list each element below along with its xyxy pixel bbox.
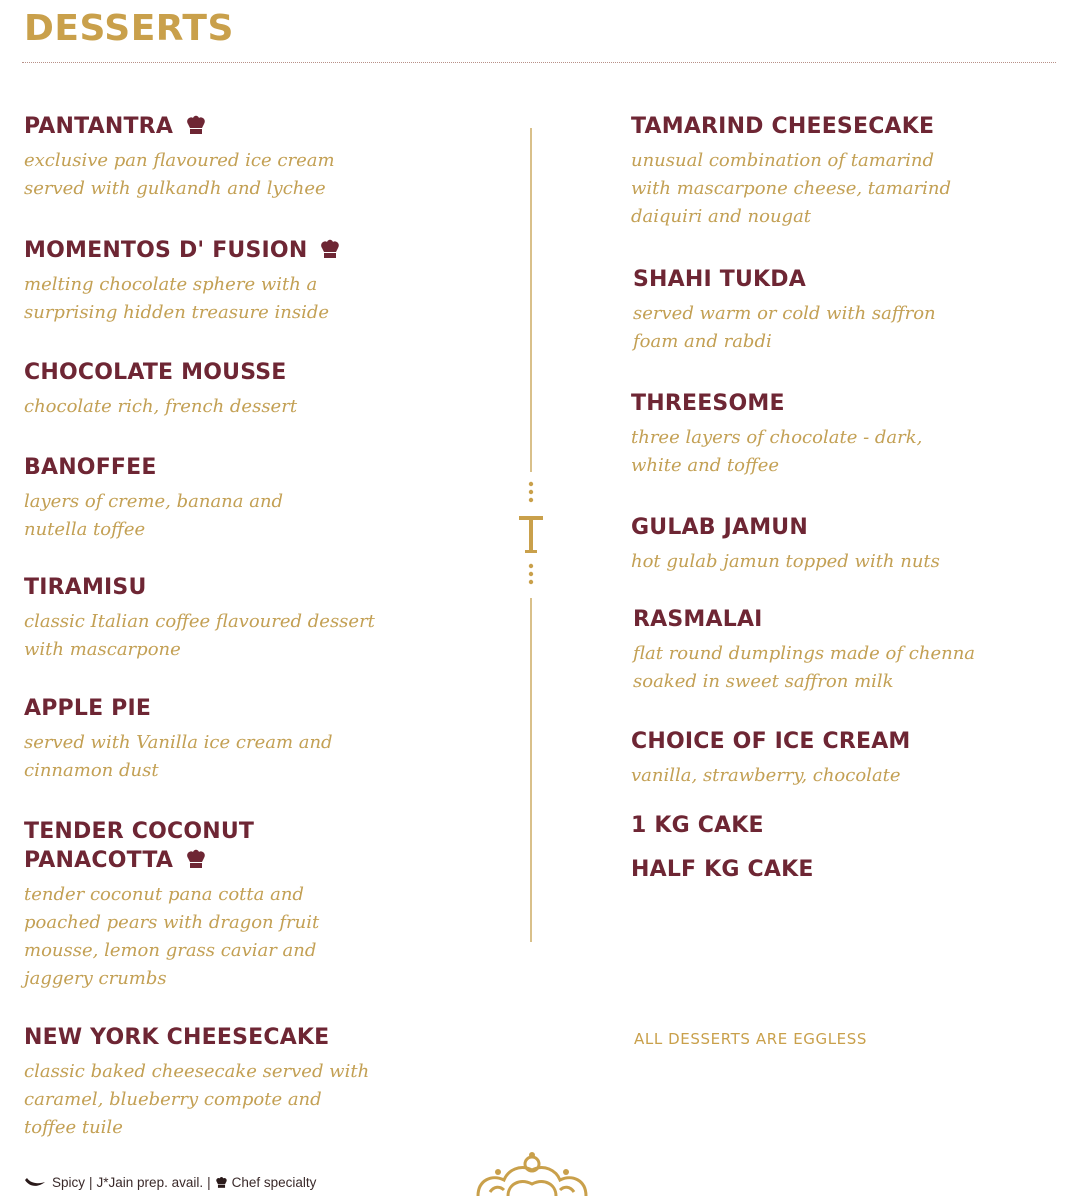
desc-line: jaggery crumbs (24, 968, 167, 989)
chef-hat-icon (319, 239, 341, 259)
desc-line: daiquiri and nougat (631, 206, 812, 227)
menu-item-half-kg-cake (631, 855, 814, 884)
item-description (631, 548, 940, 576)
menu-item-momentos-d-fusion (24, 236, 341, 327)
item-name: TIRAMISU (24, 575, 147, 600)
ornament-icon (468, 1152, 596, 1199)
item-name: THREESOME (631, 391, 785, 416)
desc-line: tender coconut pana cotta and (24, 884, 304, 905)
item-description (631, 424, 922, 480)
desc-line: with mascarpone (24, 639, 181, 660)
desc-line: unusual combination of tamarind (631, 150, 935, 171)
desc-line: surprising hidden treasure inside (24, 302, 330, 323)
item-description (24, 729, 333, 785)
desc-line: melting chocolate sphere with a (24, 274, 318, 295)
item-name: GULAB JAMUN (631, 515, 808, 540)
item-description (631, 762, 911, 790)
monogram-t-icon (514, 480, 548, 590)
chili-icon (24, 1177, 46, 1189)
item-name: HALF KG CAKE (631, 857, 814, 882)
item-description (24, 147, 335, 203)
desc-line: served warm or cold with saffron (633, 303, 936, 324)
title-divider (22, 62, 1056, 63)
item-name: NEW YORK CHEESECAKE (24, 1025, 330, 1050)
desc-line: poached pears with dragon fruit (24, 912, 320, 933)
item-name-row (24, 112, 335, 141)
legend-separator: | (89, 1175, 93, 1190)
legend (24, 1175, 316, 1190)
menu-item-pantantra (24, 112, 335, 203)
item-name-line2: PANACOTTA (24, 848, 174, 873)
item-name: CHOCOLATE MOUSSE (24, 360, 287, 385)
menu-item-gulab-jamun (631, 513, 940, 576)
item-name: MOMENTOS D' FUSION (24, 238, 308, 263)
desc-line: three layers of chocolate - dark, (631, 427, 923, 448)
item-description (24, 488, 283, 544)
menu-item-banoffee (24, 453, 283, 544)
chef-hat-icon (185, 115, 207, 135)
item-description (24, 271, 341, 327)
item-description (24, 608, 375, 664)
eggless-note: ALL DESSERTS ARE EGGLESS (634, 1030, 868, 1048)
item-name: BANOFFEE (24, 455, 157, 480)
desc-line: foam and rabdi (633, 331, 772, 352)
menu-item-tiramisu (24, 573, 375, 664)
item-name: SHAHI TUKDA (633, 267, 806, 292)
desc-line: soaked in sweet saffron milk (633, 671, 894, 692)
item-description (24, 881, 319, 993)
legend-jain: J*Jain prep. avail. (96, 1175, 204, 1190)
item-name: CHOICE OF ICE CREAM (631, 729, 911, 754)
item-name-row (24, 846, 319, 875)
item-name-row (24, 236, 341, 265)
desc-line: classic baked cheesecake served with (24, 1061, 370, 1082)
desc-line: cinnamon dust (24, 760, 159, 781)
desc-line: layers of creme, banana and (24, 491, 284, 512)
menu-item-tender-coconut-panacotta (24, 817, 319, 993)
legend-spicy: Spicy (52, 1175, 86, 1190)
item-name: RASMALAI (633, 607, 763, 632)
desc-line: hot gulab jamun topped with nuts (631, 551, 940, 572)
desc-line: exclusive pan flavoured ice cream (24, 150, 335, 171)
desc-line: flat round dumplings made of chenna (633, 643, 976, 664)
item-name: TAMARIND CHEESECAKE (631, 114, 935, 139)
menu-item-choice-of-ice-cream (631, 727, 911, 790)
desc-line: toffee tuile (24, 1117, 123, 1138)
desc-line: mousse, lemon grass caviar and (24, 940, 317, 961)
desc-line: nutella toffee (24, 519, 146, 540)
page-title: DESSERTS (24, 8, 234, 49)
menu-item-1-kg-cake (631, 811, 764, 840)
legend-chef: Chef specialty (231, 1175, 317, 1190)
item-name: PANTANTRA (24, 114, 174, 139)
chef-hat-icon (185, 849, 207, 869)
item-name: APPLE PIE (24, 696, 152, 721)
desc-line: vanilla, strawberry, chocolate (631, 765, 901, 786)
menu-item-tamarind-cheesecake (631, 112, 951, 231)
menu-item-new-york-cheesecake (24, 1023, 369, 1142)
item-description (24, 393, 297, 421)
desc-line: chocolate rich, french dessert (24, 396, 298, 417)
column-divider-top (530, 128, 532, 472)
menu-item-shahi-tukda (633, 265, 936, 356)
desc-line: served with gulkandh and lychee (24, 178, 326, 199)
item-description (631, 147, 951, 231)
desc-line: served with Vanilla ice cream and (24, 732, 333, 753)
menu-item-chocolate-mousse (24, 358, 297, 421)
desc-line: white and toffee (631, 455, 780, 476)
item-description (633, 640, 975, 696)
desc-line: caramel, blueberry compote and (24, 1089, 322, 1110)
menu-item-rasmalai (633, 605, 975, 696)
menu-item-threesome (631, 389, 922, 480)
column-divider-bottom (530, 598, 532, 942)
menu-item-apple-pie (24, 694, 333, 785)
item-name: 1 KG CAKE (631, 813, 764, 838)
item-description (633, 300, 936, 356)
chef-hat-icon (215, 1176, 228, 1189)
item-name: TENDER COCONUT (24, 819, 255, 844)
item-description (24, 1058, 369, 1142)
desc-line: classic Italian coffee flavoured dessert (24, 611, 375, 632)
legend-separator: | (207, 1175, 211, 1190)
desc-line: with mascarpone cheese, tamarind (631, 178, 952, 199)
